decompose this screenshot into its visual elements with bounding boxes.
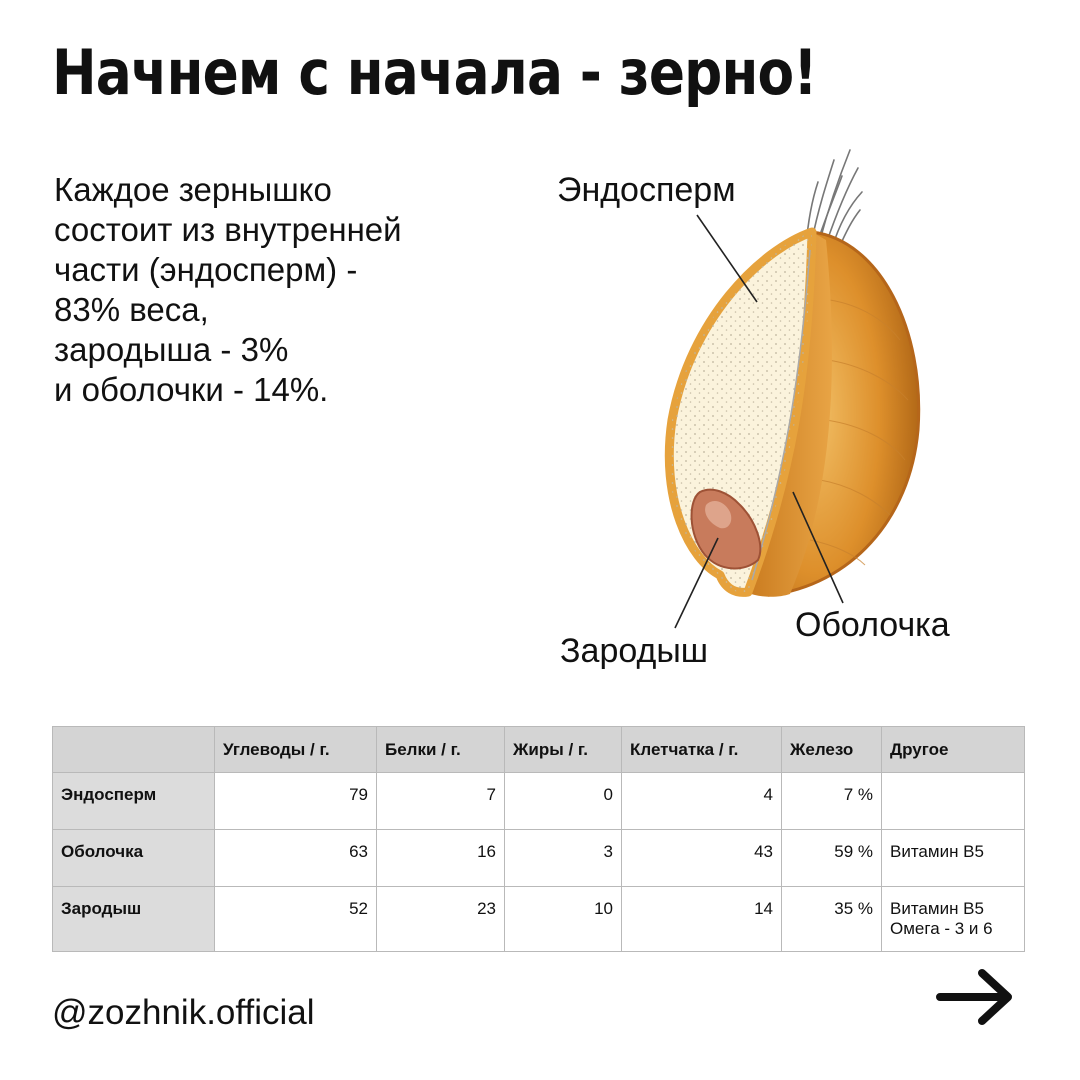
cell-carbs: 63: [215, 830, 377, 887]
endosperm-pointer: [697, 215, 757, 302]
cell-other: [882, 887, 1025, 952]
nutrition-table: [52, 726, 1025, 952]
table-header-row: [53, 727, 1025, 773]
intro-line: зародыша - 3%: [54, 331, 289, 368]
cell-other-line: Омега - 3 и 6: [890, 919, 993, 938]
cell-iron: 35 %: [782, 887, 882, 952]
cell-fiber: 14: [622, 887, 782, 952]
cell-fat: 0: [505, 773, 622, 830]
intro-line: Каждое зернышко: [54, 171, 332, 208]
row-label: Оболочка: [53, 830, 215, 887]
cell-other: [882, 830, 1025, 887]
arrow-right-icon[interactable]: [936, 966, 1016, 1028]
shell-label: Оболочка: [795, 606, 950, 644]
cell-protein: 16: [377, 830, 505, 887]
germ-label: Зародыш: [560, 632, 709, 670]
table-row: [53, 830, 1025, 887]
cell-iron: 7 %: [782, 773, 882, 830]
header-carbs: Углеводы / г.: [215, 727, 377, 773]
header-iron: Железо: [782, 727, 882, 773]
cell-fat: 10: [505, 887, 622, 952]
row-label: Зародыш: [53, 887, 215, 952]
cell-carbs: 52: [215, 887, 377, 952]
table-row: [53, 773, 1025, 830]
header-fiber: Клетчатка / г.: [622, 727, 782, 773]
cell-carbs: 79: [215, 773, 377, 830]
row-label: Эндосперм: [53, 773, 215, 830]
header-corner: [53, 727, 215, 773]
intro-line: и оболочки - 14%.: [54, 371, 329, 408]
cell-fiber: 43: [622, 830, 782, 887]
cell-other-line: Витамин В5: [890, 899, 984, 918]
header-fat: Жиры / г.: [505, 727, 622, 773]
account-handle: @zozhnik.official: [52, 993, 315, 1032]
page-title: Начнем с начала - зерно!: [52, 36, 817, 109]
cell-protein: 7: [377, 773, 505, 830]
table-row: [53, 887, 1025, 952]
cell-protein: 23: [377, 887, 505, 952]
cell-other: [882, 773, 1025, 830]
endosperm-label: Эндосперм: [557, 171, 736, 209]
intro-line: состоит из внутренней: [54, 211, 402, 248]
intro-line: 83% веса,: [54, 291, 209, 328]
cell-other-line: Витамин В5: [890, 842, 984, 861]
header-other: Другое: [882, 727, 1025, 773]
cell-iron: 59 %: [782, 830, 882, 887]
header-protein: Белки / г.: [377, 727, 505, 773]
intro-line: части (эндосперм) -: [54, 251, 358, 288]
cell-fiber: 4: [622, 773, 782, 830]
cell-fat: 3: [505, 830, 622, 887]
intro-text: [54, 170, 474, 410]
